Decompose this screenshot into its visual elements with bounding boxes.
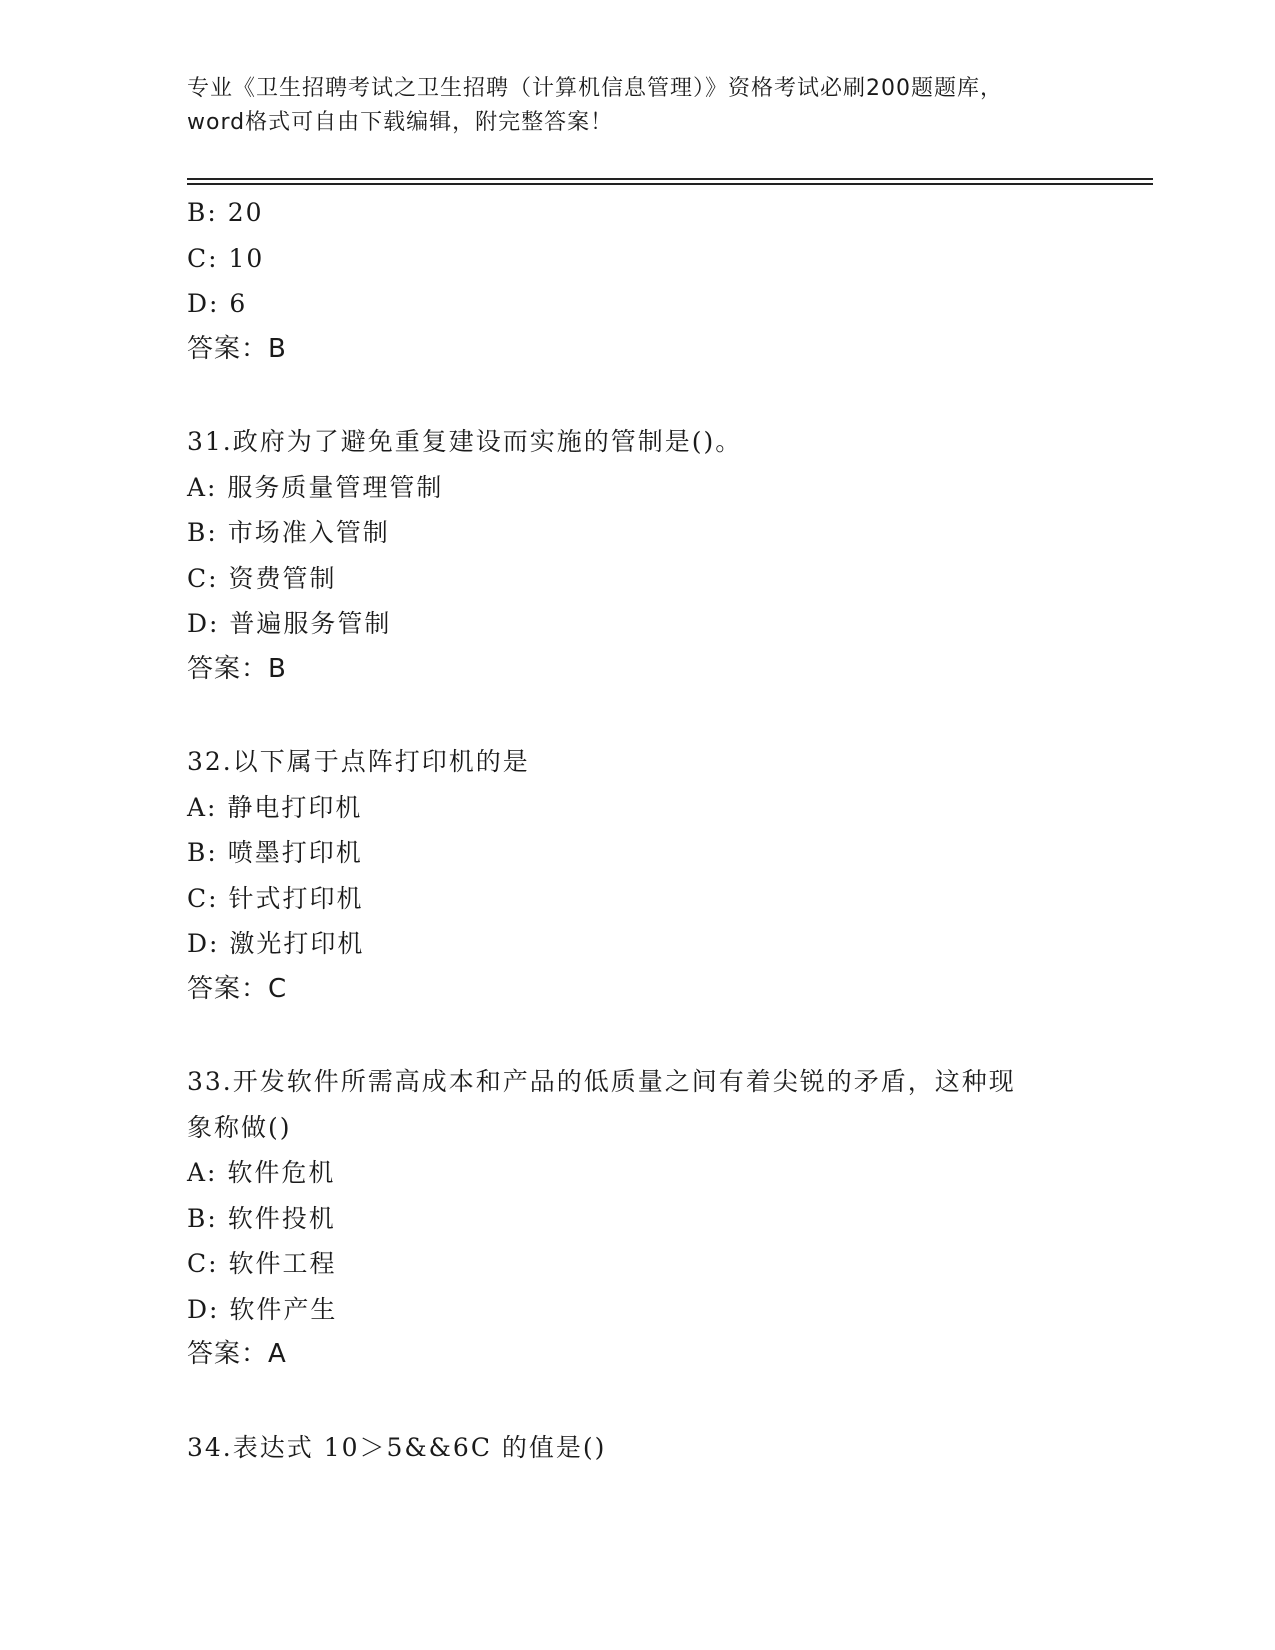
question-text: 34.表达式 10＞5&&6C 的值是() — [187, 1432, 607, 1462]
option-c: C: 10 — [187, 243, 265, 273]
question-block-33 — [187, 1059, 1087, 1378]
answer: 答案：C — [187, 973, 288, 1004]
question-text-line-1: 33.开发软件所需高成本和产品的低质量之间有着尖锐的矛盾，这种现 — [187, 1067, 1016, 1096]
option-c: C: 资费管制 — [187, 563, 337, 593]
option-d: D: 软件产生 — [187, 1294, 338, 1324]
answer: 答案：A — [187, 1339, 287, 1369]
option-c: C: 软件工程 — [187, 1249, 337, 1278]
header-divider-top — [187, 178, 1153, 180]
option-d: D: 6 — [187, 289, 248, 318]
option-d: D: 激光打印机 — [187, 929, 365, 958]
document-header — [187, 72, 1087, 140]
question-text: 31.政府为了避免重复建设而实施的管制是()。 — [187, 427, 743, 456]
answer: 答案：B — [187, 333, 287, 364]
option-a: A: 服务质量管理管制 — [187, 472, 444, 502]
option-b: B: 软件投机 — [187, 1203, 336, 1233]
option-c: C: 针式打印机 — [187, 883, 364, 913]
header-divider-bottom — [187, 183, 1153, 185]
question-block-32 — [187, 739, 1087, 1012]
option-b: B: 喷墨打印机 — [187, 838, 363, 867]
option-b: B: 市场准入管制 — [187, 518, 390, 547]
question-text: 32.以下属于点阵打印机的是 — [187, 747, 530, 776]
question-block-31 — [187, 419, 1087, 692]
option-b: B: 20 — [187, 198, 264, 227]
option-a: A: 软件危机 — [187, 1158, 336, 1187]
option-a: A: 静电打印机 — [187, 792, 363, 822]
question-list — [187, 190, 1087, 1470]
answer: 答案：B — [187, 653, 287, 684]
question-block-30 — [187, 190, 1087, 372]
header-line-1: 专业《卫生招聘考试之卫生招聘（计算机信息管理）》资格考试必刷200题题库， — [187, 76, 1003, 101]
header-line-2: word格式可自由下载编辑，附完整答案！ — [187, 110, 614, 135]
question-block-34 — [187, 1425, 1087, 1471]
question-text-line-2: 象称做() — [187, 1112, 292, 1142]
option-d: D: 普遍服务管制 — [187, 609, 392, 638]
